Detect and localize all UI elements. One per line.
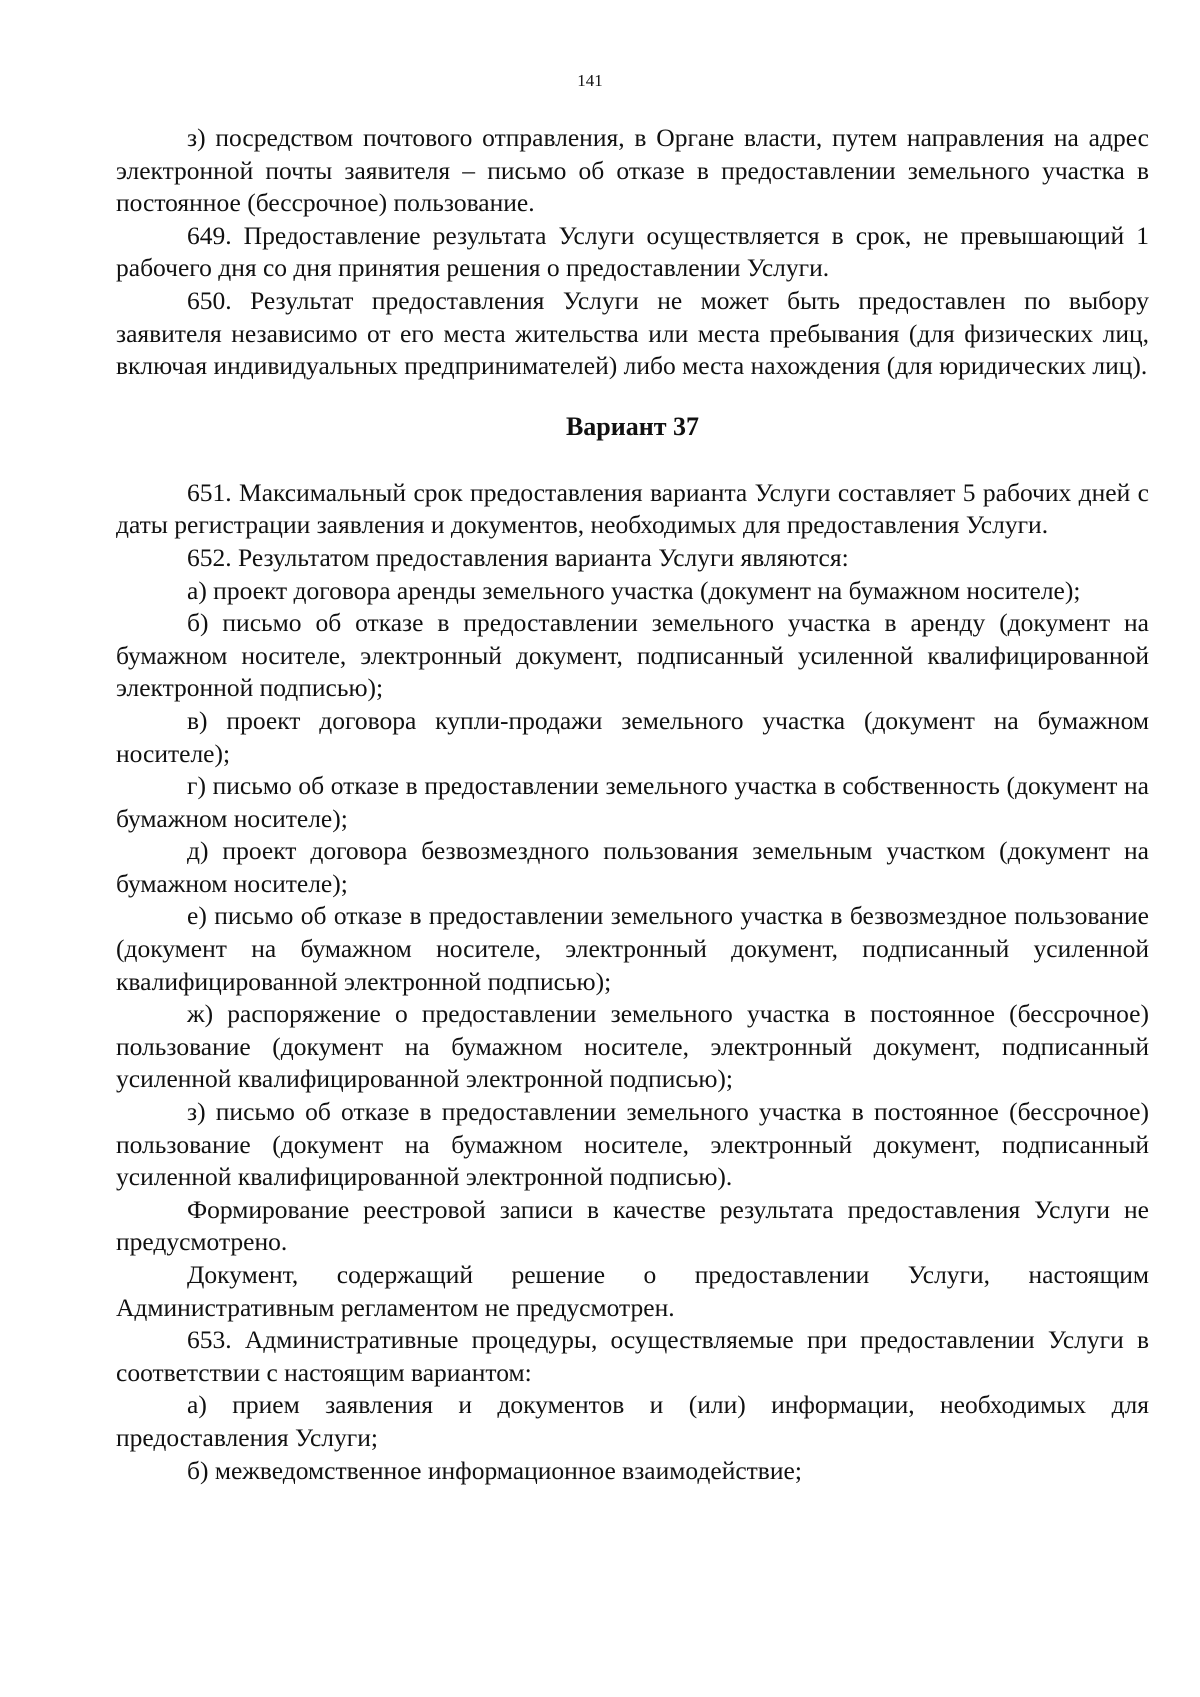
document-body (116, 122, 1149, 1487)
paragraph-649: 649. Предоставление результата Услуги осуществляется в срок, не превышающий 1 рабочего дня со дня принятия решения о предоставлении Услуги. (116, 220, 1149, 283)
paragraph-decision-document: Документ, содержащий решение о предоставлении Услуги, настоящим Административным регламентом не предусмотрен. (116, 1260, 1149, 1322)
paragraph-651: 651. Максимальный срок предоставления варианта Услуги составляет 5 рабочих дней с даты регистрации заявления и документов, необходимых для предоставления Услуги. (116, 477, 1149, 540)
page-number: 141 (577, 71, 603, 90)
paragraph-653: 653. Административные процедуры, осуществляемые при предоставлении Услуги в соответствии с настоящим вариантом: (116, 1325, 1149, 1387)
procedure-item-a: а) прием заявления и документов и (или) информации, необходимых для предоставления Услуги; (116, 1390, 1149, 1452)
list-item-v: в) проект договора купли-продажи земельного участка (документ на бумажном носителе); (116, 705, 1149, 768)
section-heading: Вариант 37 (565, 411, 700, 441)
list-item-e: е) письмо об отказе в предоставлении земельного участка в безвозмездное пользование (документ на бумажном носителе, электронный документ, подписанный усиленной квалифицированной электронной подписью); (116, 901, 1149, 996)
paragraph-652: 652. Результатом предоставления варианта Услуги являются: (187, 542, 849, 572)
paragraph-item-z-delivery: з) посредством почтового отправления, в Органе власти, путем направления на адрес электронной почты заявителя – письмо об отказе в предоставлении земельного участка в постоянное (бессрочное) пользование. (116, 123, 1149, 218)
procedure-item-b: б) межведомственное информационное взаимодействие; (187, 1455, 802, 1485)
list-item-d: д) проект договора безвозмездного пользования земельным участком (документ на бумажном носителе); (116, 836, 1149, 898)
list-item-zh: ж) распоряжение о предоставлении земельного участка в постоянное (бессрочное) пользование (документ на бумажном носителе, электронный документ, подписанный усиленной квалифицированной электронной подписью); (116, 999, 1149, 1094)
list-item-z: з) письмо об отказе в предоставлении земельного участка в постоянное (бессрочное) пользование (документ на бумажном носителе, электронный документ, подписанный усиленной квалифицированной электронной подписью). (116, 1097, 1149, 1192)
paragraph-650: 650. Результат предоставления Услуги не может быть предоставлен по выбору заявителя независимо от его места жительства или места пребывания (для физических лиц, включая индивидуальных предпринимателей) либо места нахождения (для юридических лиц). (116, 285, 1149, 381)
list-item-g: г) письмо об отказе в предоставлении земельного участка в собственность (документ на бумажном носителе); (116, 771, 1149, 833)
list-item-b: б) письмо об отказе в предоставлении земельного участка в аренду (документ на бумажном носителе, электронный документ, подписанный усиленной квалифицированной электронной подписью); (116, 608, 1149, 703)
paragraph-registry-record: Формирование реестровой записи в качестве результата предоставления Услуги не предусмотрено. (116, 1194, 1149, 1257)
list-item-a: а) проект договора аренды земельного участка (документ на бумажном носителе); (187, 575, 1081, 605)
